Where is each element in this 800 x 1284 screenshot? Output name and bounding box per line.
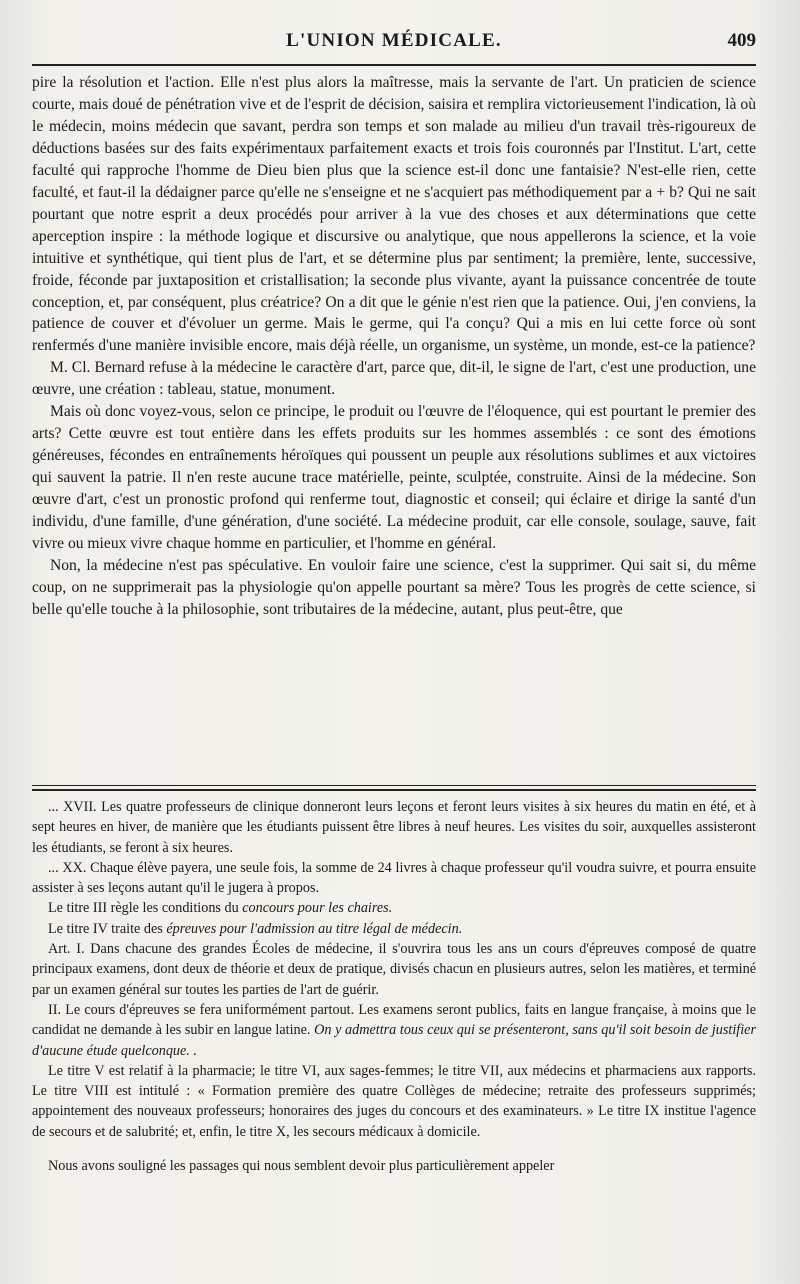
footnote-titre-iii-text: Le titre III règle les conditions du	[48, 900, 243, 917]
page-number: 409	[727, 30, 756, 51]
footnote-titre-iii	[32, 898, 756, 918]
paragraph-4: Non, la médecine n'est pas spéculative. En vouloir faire une science, c'est la supprimer. Qui sait si, du même coup, on ne supprimerait pas la physiologie qu'on appelle pourtant sa mère? Tous les progrès de cette science, si belle qu'elle touche à la philosophie, sont tributaires de la médecine, autant, plus peut-être, que	[32, 556, 756, 618]
main-text	[32, 72, 756, 621]
paragraph-3: Mais où donc voyez-vous, selon ce principe, le produit ou l'œuvre de l'éloquence, qui est pourtant le premier des arts? Cette œuvre est tout entière dans les effets produits sur les hommes assemblés : ce sont des émotions généreuses, fécondes en entraînements héroïques qui poussent un peuple aux résolutions sublimes et aux victoires qui sauvent la patrie. Il n'en reste aucune trace matérielle, peinte, sculptée, construite. Ainsi de la médecine. Son œuvre d'art, c'est un pronostic profond qui renferme tout, diagnostic et conseil; qui éclaire et dirige la santé d'un individu, d'une famille, d'une génération, d'une société. La médecine produit, car elle console, soulage, sauve, fait vivre ou mieux vivre chaque homme en particulier, et l'homme en général.	[32, 403, 756, 553]
footnote-xx: ... XX. Chaque élève payera, une seule fois, la somme de 24 livres à chaque professeur qu'il voudra suivre, et pourra ensuite assister à ses leçons autant qu'il le jugera à propos.	[32, 859, 756, 897]
footnotes	[32, 797, 756, 1176]
footnote-titre-iii-italic: concours pour les chaires.	[242, 900, 393, 917]
paragraph-2: M. Cl. Bernard refuse à la médecine le caractère d'art, parce que, dit-il, le signe de l'art, c'est une production, une œuvre, une création : tableau, statue, monument.	[32, 359, 756, 399]
footnote-art-ii-italic: On y admettra tous ceux qui se présenteront, sans qu'il soit besoin de justifier d'aucune étude quelconque. .	[32, 1022, 756, 1059]
footnote-separator	[32, 785, 756, 791]
footnote-xvii: ... XVII. Les quatre professeurs de clinique donneront leurs leçons et feront leurs visites à six heures du matin en été, et à sept heures en hiver, de manière que les étudiants puissent être libres à neuf heures. Les visites du soir, auxquelles assisteront les étudiants, se feront à six heures.	[32, 799, 756, 856]
footnote-art-ii	[32, 1000, 756, 1061]
footnote-titre-iv-text: Le titre IV traite des	[48, 920, 167, 937]
footnote-art-ii-text: II. Le cours d'épreuves se fera uniformément partout. Les examens seront publics, faits en langue française, à moins que le candidat ne demande à les subir en langue latine.	[32, 1001, 756, 1039]
footnote-titre-v: Le titre V est relatif à la pharmacie; le titre VI, aux sages-femmes; le titre VII, aux médecins et pharmaciens aux rapports. Le titre VIII est intitulé : « Formation première des quatre Collèges de médecine; retraite des professeurs supprimés; appointement des nouveaux professeurs; honoraires des juges du concours et des examinateurs. » Le titre IX institue l'agence de secours et de salubrité; et, enfin, le titre X, les secours médicaux à domicile.	[32, 1062, 756, 1140]
footnote-art-i: Art. I. Dans chacune des grandes Écoles de médecine, il s'ouvrira tous les ans un cours d'épreuves composé de quatre principaux examens, dont deux de théorie et deux de pratique, divisés chacun en plusieurs autres, selon les matières, et terminé par un examen général sur toutes les parties de l'art de guérir.	[32, 941, 756, 998]
footnote-titre-iv	[32, 919, 756, 939]
footnote-titre-iv-italic: épreuves pour l'admission au titre légal de médecin.	[166, 920, 463, 937]
paragraph-1: pire la résolution et l'action. Elle n'est plus alors la maîtresse, mais la servante de l'art. Un praticien de science courte, mais doué de pénétration vive et de l'esprit de décision, saisira et remplira victorieusement l'indication, là où le médecin, moins médecin que savant, perdra son temps et son malade au milieu d'un travail très-rigoureux de déductions basées sur des faits expérimentaux parfaitement exacts et trois fois couronnés par l'Institut. L'art, cette faculté qui rapproche l'homme de Dieu bien plus que la science est-il donc une fantaisie? N'est-elle rien, cette faculté, et faut-il la dédaigner parce qu'elle ne s'enseigne et ne s'acquiert pas méthodiquement par a + b? Qui ne sait pourtant que notre esprit a deux procédés pour arriver à la vue des choses et aux déterminations que cette aperception inspire : la méthode logique et discursive ou analytique, que nous appellerons la science, et la voie intuitive et synthétique, qui tient plus de l'art, et se détermine plus par sentiment; la première, lente, successive, froide, féconde par juxtaposition et cristallisation; la seconde plus vivante, ayant la puissance concentrée de toute conception, et, par conséquent, plus créatrice? On a dit que le génie n'est rien que la patience. Oui, j'en conviens, la patience de couver et d'évoluer un germe. Mais le germe, qui l'a conçu? Qui a mis en lui cette force où sont renfermés d'une manière invisible encore, mais déjà réelle, un organisme, un système, un monde, est-ce la patience?	[32, 74, 756, 355]
running-title: L'UNION MÉDICALE.	[286, 30, 502, 51]
header-rule	[32, 64, 756, 66]
running-head	[32, 30, 756, 58]
footnote-closing: Nous avons souligné les passages qui nous semblent devoir plus particulièrement appeler	[48, 1158, 555, 1175]
